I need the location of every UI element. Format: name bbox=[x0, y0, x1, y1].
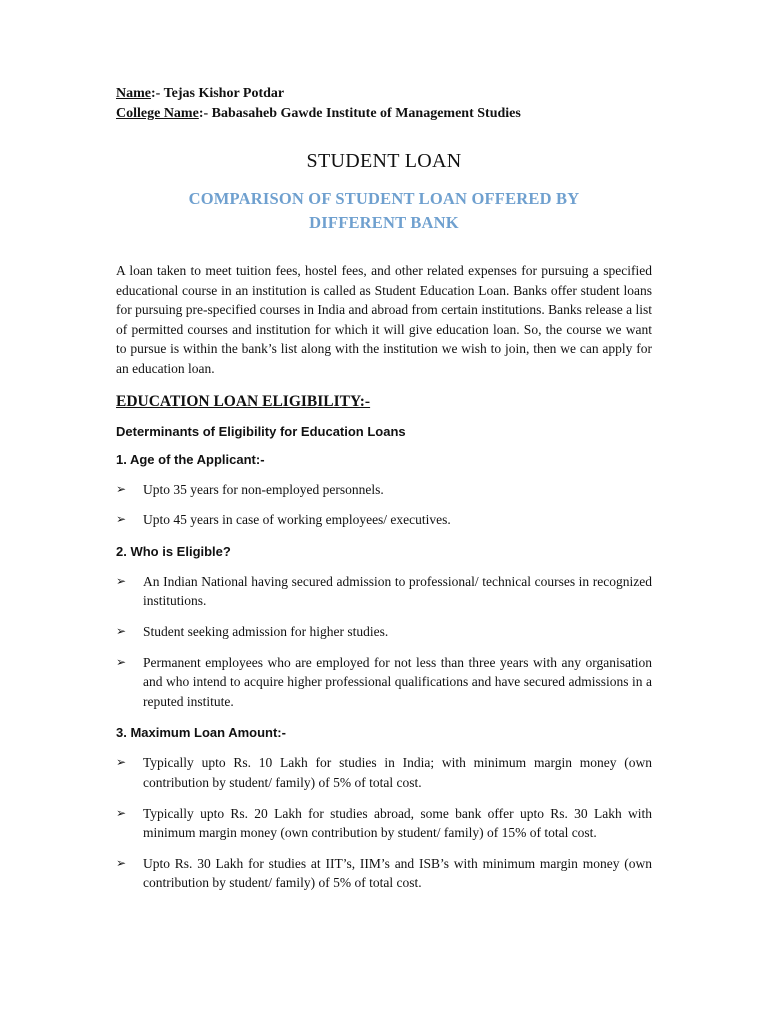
arrow-bullet-icon: ➢ bbox=[116, 855, 127, 870]
arrow-bullet-icon: ➢ bbox=[116, 805, 127, 820]
bullet-list bbox=[116, 572, 652, 712]
bullet-list bbox=[116, 753, 652, 893]
section-heading: 2. Who is Eligible? bbox=[116, 543, 231, 559]
list-item-text: An Indian National having secured admission to professional/ technical courses in recognized institutions. bbox=[143, 573, 652, 609]
name-value: :- Tejas Kishor Potdar bbox=[151, 86, 285, 101]
document-title: STUDENT LOAN bbox=[306, 150, 462, 172]
name-label: Name bbox=[116, 86, 151, 101]
section-max-loan bbox=[116, 724, 652, 893]
list-item bbox=[116, 510, 652, 530]
determinants-heading: Determinants of Eligibility for Education Loans bbox=[116, 423, 406, 439]
subtitle-line-2: DIFFERENT BANK bbox=[309, 213, 459, 232]
arrow-bullet-icon: ➢ bbox=[116, 573, 127, 588]
list-item bbox=[116, 653, 652, 712]
list-item-text: Student seeking admission for higher studies. bbox=[143, 623, 389, 639]
list-item bbox=[116, 753, 652, 792]
document-subtitle bbox=[116, 187, 652, 235]
list-item-text: Permanent employees who are employed for not less than three years with any organisation and who intend to acquire higher professional qualifications and have secured admissions in a reputed institute. bbox=[143, 654, 652, 709]
list-item bbox=[116, 622, 652, 642]
list-item-text: Upto Rs. 30 Lakh for studies at IIT’s, IIM’s and ISB’s with minimum margin money (own contribution by student/ family) of 5% of total cost. bbox=[143, 855, 652, 891]
college-label: College Name bbox=[116, 106, 199, 121]
arrow-bullet-icon: ➢ bbox=[116, 654, 127, 669]
list-item-text: Typically upto Rs. 20 Lakh for studies abroad, some bank offer upto Rs. 30 Lakh with minimum margin money (own contribution by student/ family) of 15% of total cost. bbox=[143, 805, 652, 841]
arrow-bullet-icon: ➢ bbox=[116, 623, 127, 638]
arrow-bullet-icon: ➢ bbox=[116, 512, 127, 527]
arrow-bullet-icon: ➢ bbox=[116, 481, 127, 496]
section-heading: 1. Age of the Applicant:- bbox=[116, 451, 265, 467]
list-item-text: Typically upto Rs. 10 Lakh for studies in India; with minimum margin money (own contribution by student/ family) of 5% of total cost. bbox=[143, 755, 652, 790]
college-name-line bbox=[116, 104, 652, 124]
college-value: :- Babasaheb Gawde Institute of Management Studies bbox=[198, 106, 521, 121]
subtitle-line-1: COMPARISON OF STUDENT LOAN OFFERED BY bbox=[188, 189, 580, 208]
section-who-eligible bbox=[116, 543, 652, 712]
list-item bbox=[116, 804, 652, 843]
intro-paragraph: A loan taken to meet tuition fees, hostel fees, and other related expenses for pursuing a specified educational course in an institution is called as Student Education Loan. Banks offer student loans for pursuing pre-specified courses in India and abroad from certain institutions. Banks release a list of permitted courses and institution for which it will give education loan. So, the course we want to pursue is within the bank’s list along with the institution we wish to join, then we can apply for an education loan. bbox=[116, 263, 652, 376]
section-heading: 3. Maximum Loan Amount:- bbox=[116, 725, 286, 741]
section-age bbox=[116, 451, 652, 530]
eligibility-heading: EDUCATION LOAN ELIGIBILITY:- bbox=[116, 392, 371, 410]
list-item-text: Upto 35 years for non-employed personnels. bbox=[143, 481, 384, 497]
list-item bbox=[116, 480, 652, 500]
list-item-text: Upto 45 years in case of working employees/ executives. bbox=[143, 512, 451, 528]
list-item bbox=[116, 854, 652, 893]
list-item bbox=[116, 572, 652, 611]
student-name-line bbox=[116, 84, 652, 104]
arrow-bullet-icon: ➢ bbox=[116, 755, 127, 770]
bullet-list bbox=[116, 480, 652, 530]
